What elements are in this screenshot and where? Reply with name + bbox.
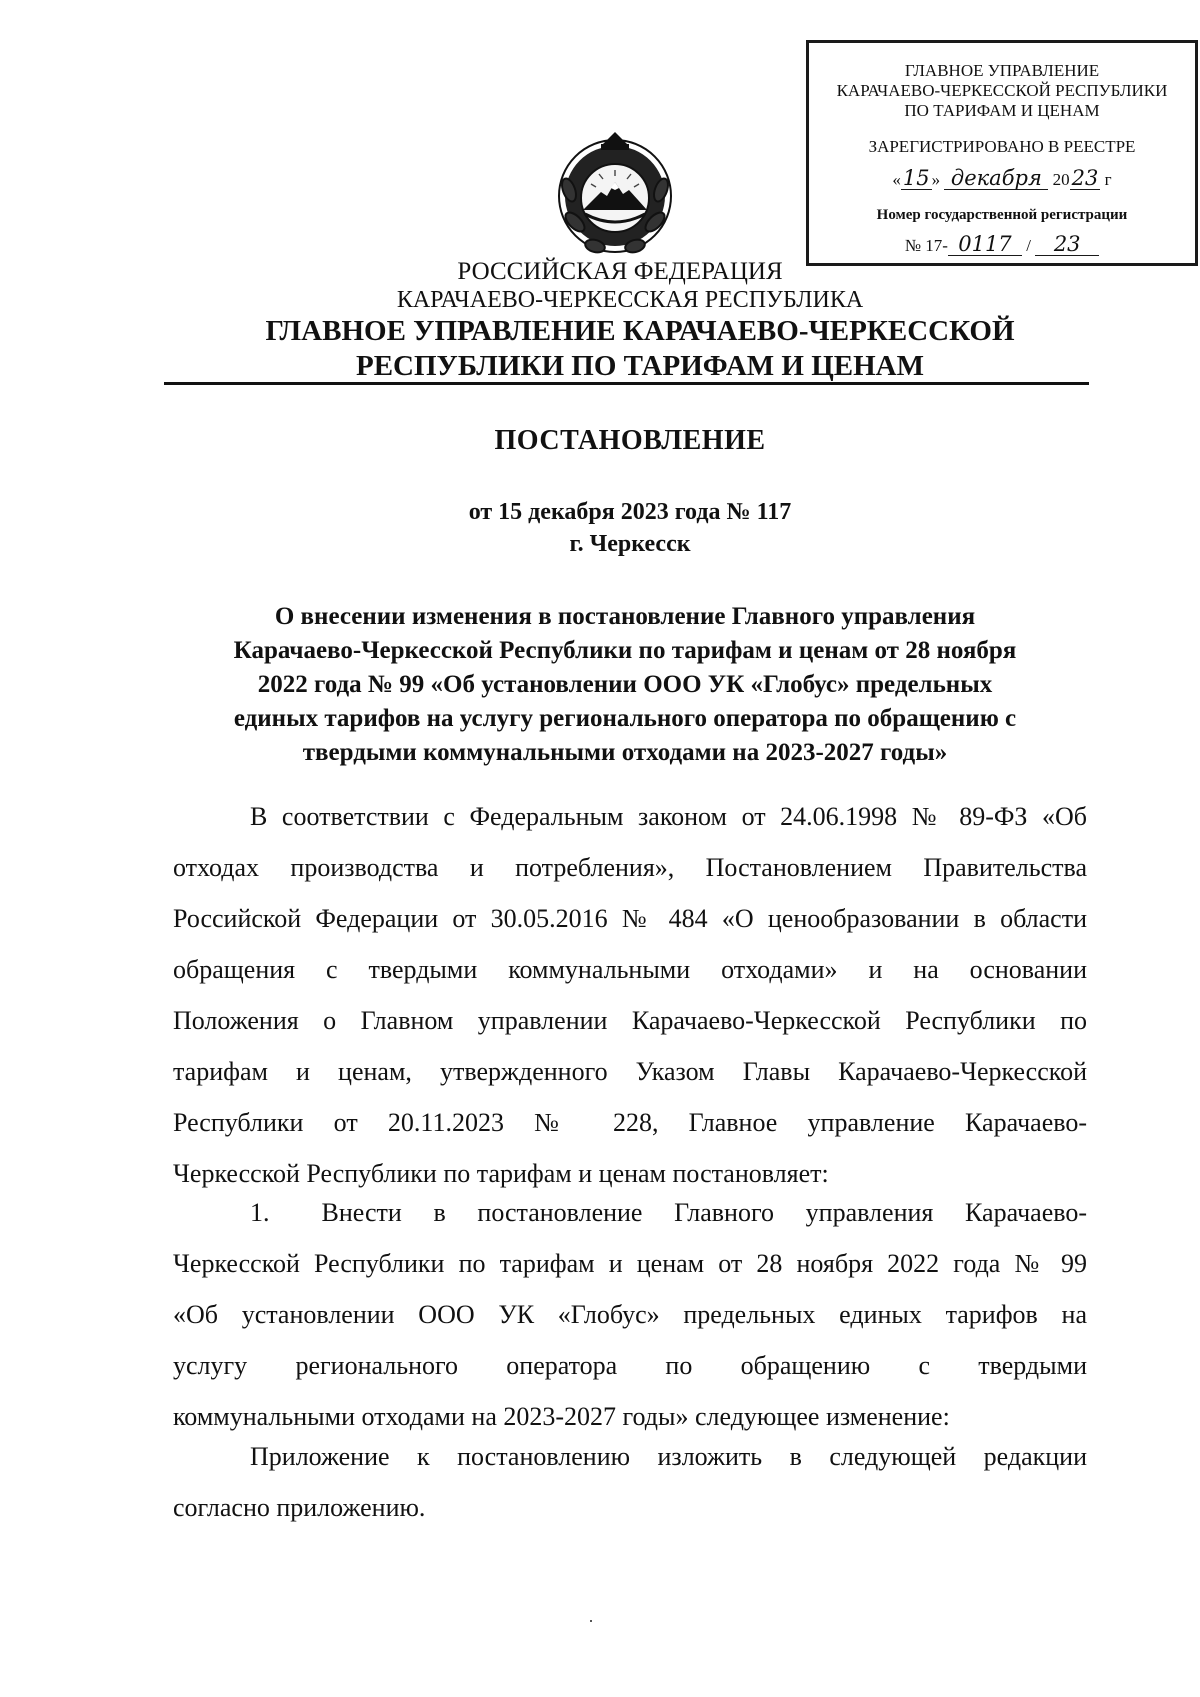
body-line: «Об установлении ООО УК «Глобус» предельных единых тарифов на xyxy=(173,1300,1087,1329)
body-line: отходах производства и потребления», Постановлением Правительства xyxy=(173,853,1087,882)
header-republic: КАРАЧАЕВО-ЧЕРКЕССКАЯ РЕСПУБЛИКА xyxy=(396,287,864,313)
title-line: О внесении изменения в постановление Главного управления xyxy=(274,603,976,630)
header-agency-line-1: ГЛАВНОЕ УПРАВЛЕНИЕ КАРАЧАЕВО-ЧЕРКЕССКОЙ xyxy=(265,315,1015,347)
stamp-reg-year: 23 xyxy=(1035,233,1099,256)
document-title xyxy=(160,600,1090,770)
stamp-reg-number-label: Номер государственной регистрации xyxy=(876,207,1128,223)
body-line: услугу регионального оператора по обращению с твердыми xyxy=(173,1351,1087,1380)
stamp-registered-label: ЗАРЕГИСТРИРОВАНО В РЕЕСТРЕ xyxy=(868,137,1136,156)
body-line: Черкесской Республики по тарифам и ценам от 28 ноября 2022 года № 99 xyxy=(173,1249,1087,1278)
stamp-line-1: ГЛАВНОЕ УПРАВЛЕНИЕ xyxy=(904,61,1100,80)
document-city: г. Черкесск xyxy=(569,531,691,557)
title-line: твердыми коммунальными отходами на 2023-2027 годы» xyxy=(302,739,948,766)
stamp-reg-number xyxy=(809,233,1195,256)
stamp-date-day: 15 xyxy=(902,166,930,190)
document-type: ПОСТАНОВЛЕНИЕ xyxy=(494,425,766,456)
body-line: В соответствии с Федеральным законом от 24.06.1998 № 89-ФЗ «Об xyxy=(250,802,1087,831)
stamp-date-mid: » xyxy=(931,170,941,189)
title-line: единых тарифов на услугу регионального оператора по обращению с xyxy=(233,705,1017,732)
stamp-date-month: декабря xyxy=(944,167,1048,190)
body-line: Внести в постановление Главного управления Карачаево- xyxy=(321,1198,1087,1227)
registration-stamp xyxy=(806,40,1198,266)
stamp-line-2: КАРАЧАЕВО-ЧЕРКЕССКОЙ РЕСПУБЛИКИ xyxy=(836,81,1168,100)
body-line: обращения с твердыми коммунальными отходами» и на основании xyxy=(173,955,1087,984)
header-agency-line-2: РЕСПУБЛИКИ ПО ТАРИФАМ И ЦЕНАМ xyxy=(356,350,924,382)
stamp-date-open: « xyxy=(892,170,901,189)
stamp-line-3: ПО ТАРИФАМ И ЦЕНАМ xyxy=(904,101,1100,120)
body-line: Положения о Главном управлении Карачаево-Черкесской Республики по xyxy=(173,1006,1087,1035)
stamp-date xyxy=(809,167,1195,190)
body-line: тарифам и ценам, утвержденного Указом Главы Карачаево-Черкесской xyxy=(173,1057,1087,1086)
body-line: Черкесской Республики по тарифам и ценам постановляет: xyxy=(173,1159,829,1188)
body-line: согласно приложению. xyxy=(173,1493,426,1522)
body-line: Приложение к постановлению изложить в следующей редакции xyxy=(250,1442,1087,1471)
stamp-date-year: 23 xyxy=(1071,166,1099,190)
amendment-paragraph xyxy=(173,1431,1087,1533)
item-1-first-line xyxy=(173,1187,1087,1238)
body-line: коммунальными отходами на 2023-2027 годы» следующее изменение: xyxy=(173,1402,950,1431)
title-line: 2022 года № 99 «Об установлении ООО УК «Глобус» предельных xyxy=(257,671,993,698)
body-line: Республики от 20.11.2023 № 228, Главное управление Карачаево- xyxy=(173,1108,1087,1137)
body-line: Российской Федерации от 30.05.2016 № 484 «О ценообразовании в области xyxy=(173,904,1087,933)
header-divider xyxy=(164,382,1089,385)
title-line: Карачаево-Черкесской Республики по тарифам и ценам от 28 ноября xyxy=(233,637,1017,664)
stamp-reg-prefix: № 17- xyxy=(904,236,948,255)
stamp-reg-sep: / xyxy=(1026,236,1031,255)
item-1-paragraph xyxy=(173,1187,1087,1442)
header-country: РОССИЙСКАЯ ФЕДЕРАЦИЯ xyxy=(457,258,783,285)
coat-of-arms-emblem xyxy=(555,130,675,258)
stamp-reg-main: 0117 xyxy=(948,233,1022,256)
item-1-number: 1. xyxy=(250,1198,270,1227)
stamp-date-suffix: г xyxy=(1104,170,1112,189)
stamp-date-year-prefix: 20 xyxy=(1052,170,1070,189)
preamble-paragraph xyxy=(173,791,1087,1199)
document-date-number: от 15 декабря 2023 года № 117 xyxy=(468,499,792,525)
scan-speck xyxy=(590,1620,592,1622)
